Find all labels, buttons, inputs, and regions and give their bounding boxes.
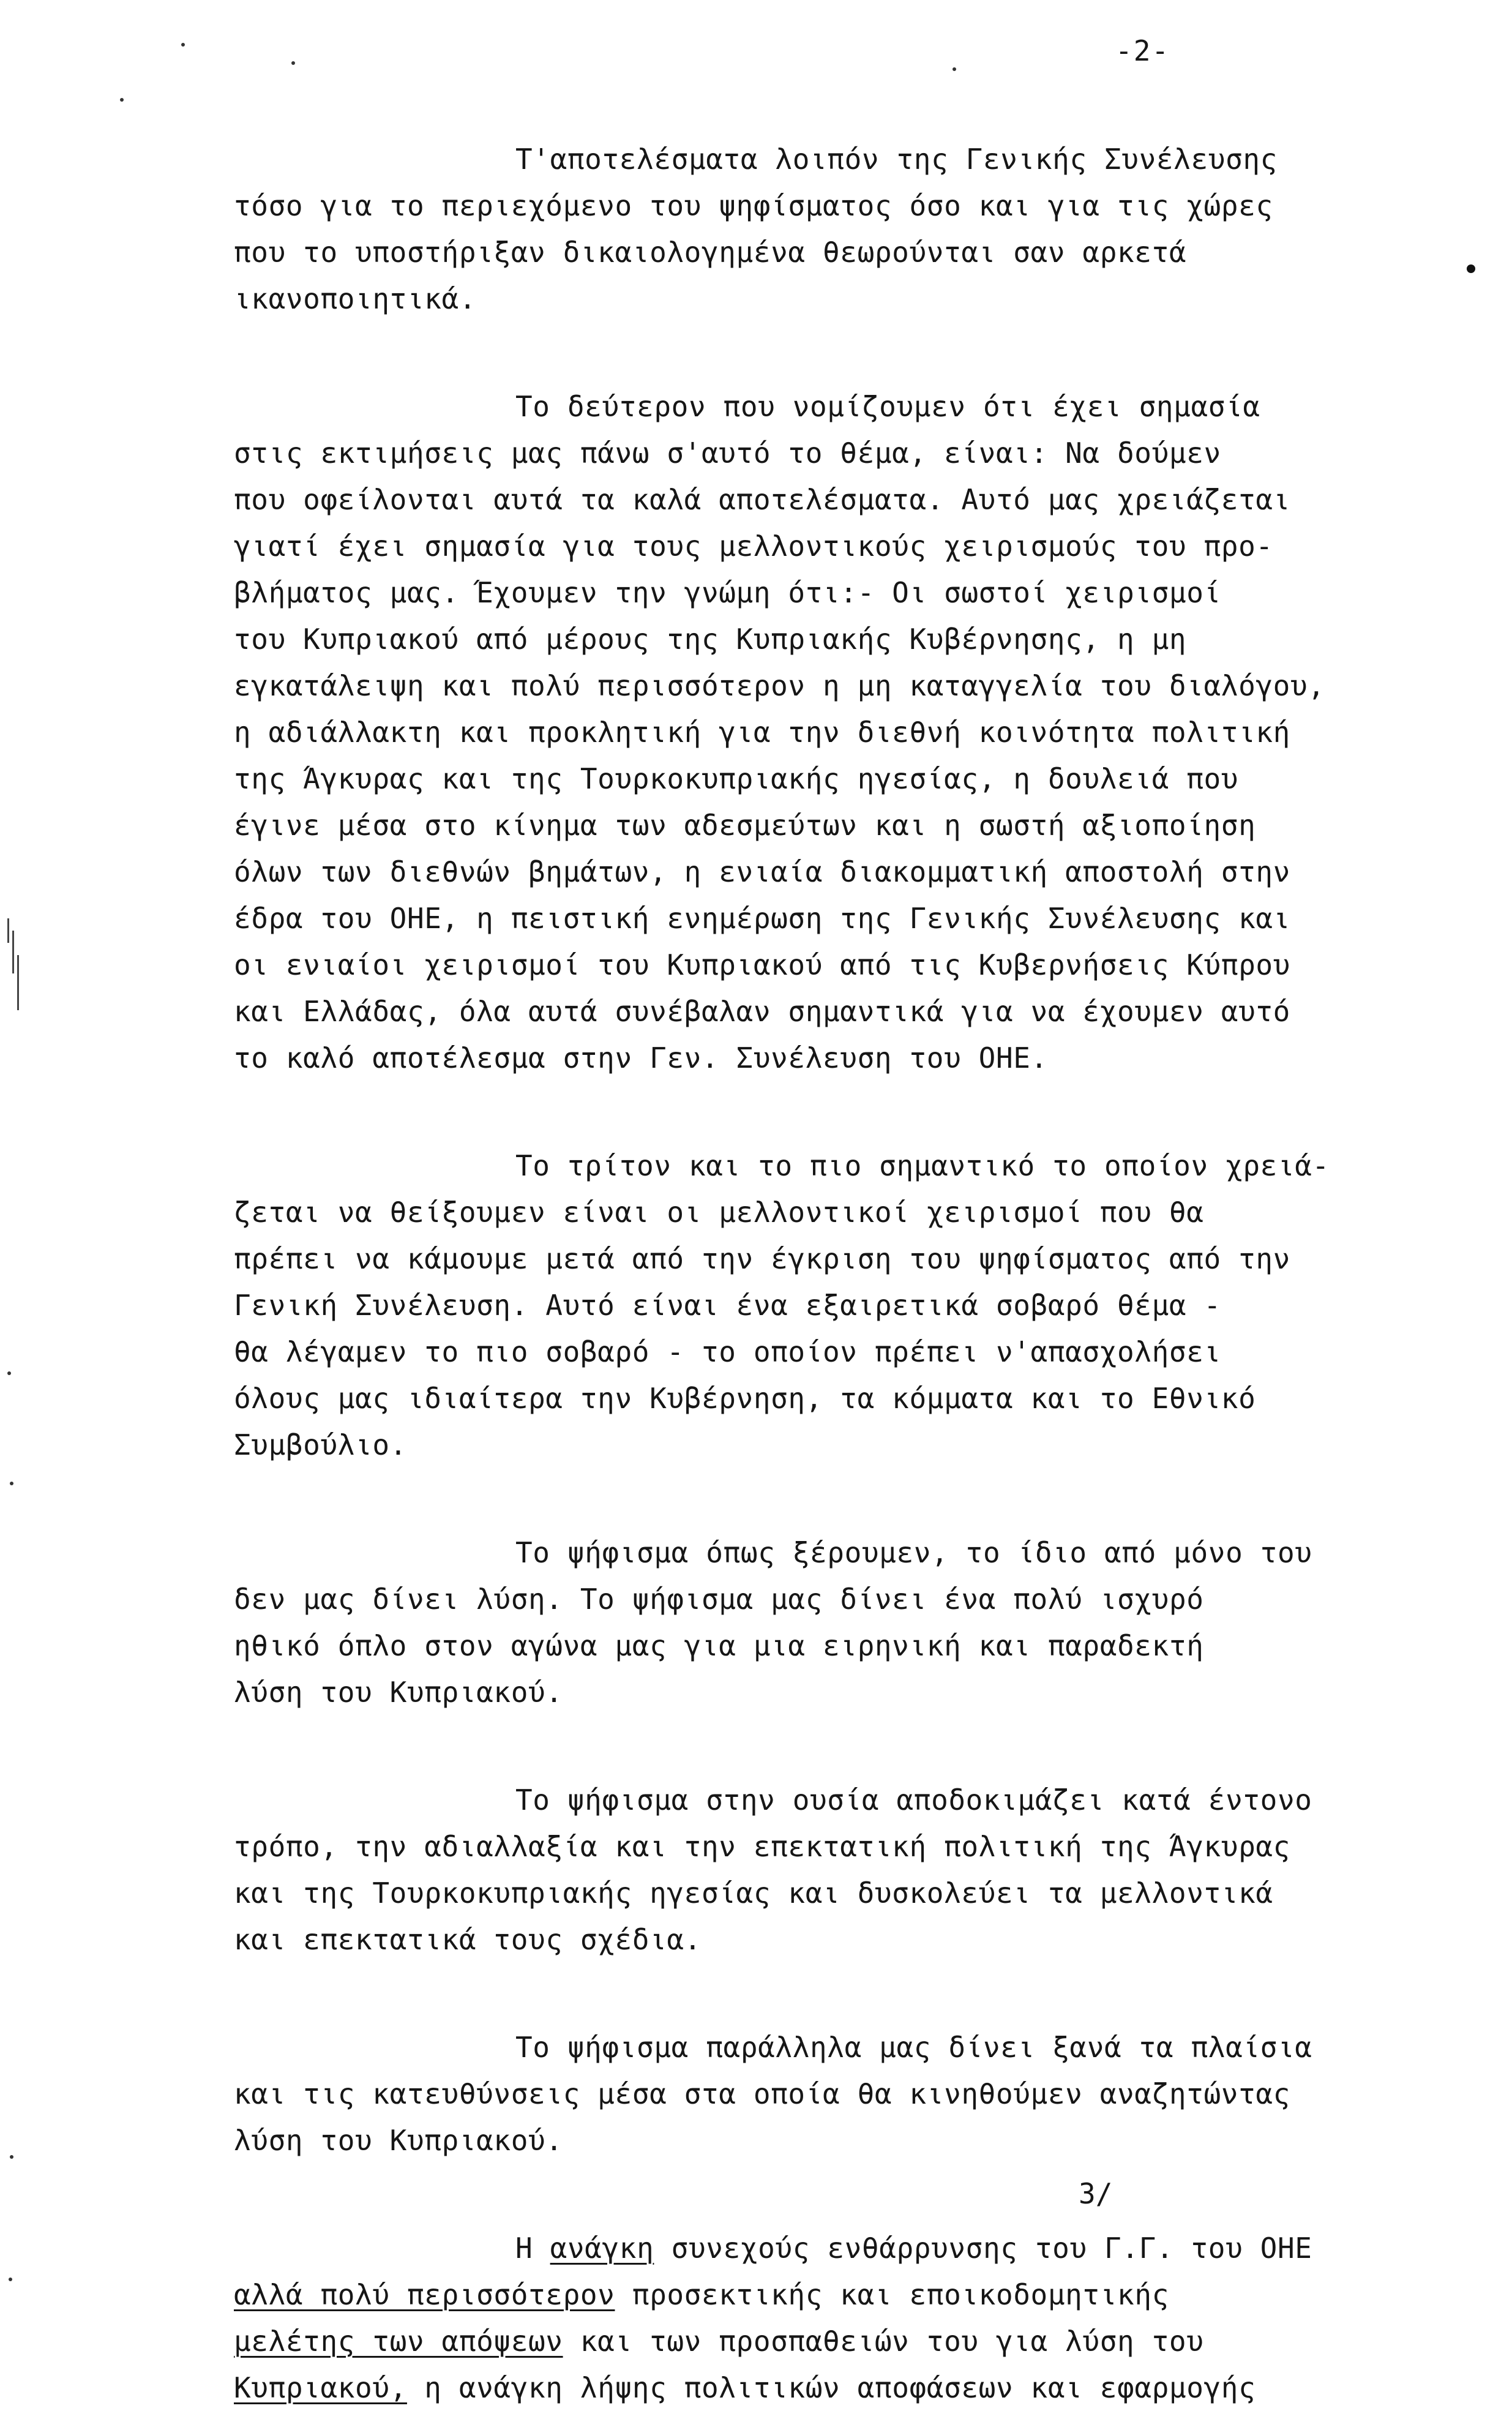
scan-speck [952, 67, 956, 71]
scan-speck [10, 2155, 13, 2159]
scan-speck [291, 61, 295, 65]
continuation-marker: 3/ [1079, 2177, 1113, 2210]
text-line: έδρα του ΟΗΕ, η πειστική ενημέρωση της Γενικής Συνέλευσης και [234, 902, 1290, 935]
text-line: λύση του Κυπριακού. [234, 1676, 563, 1709]
scan-speck [120, 98, 124, 102]
text-line: που το υποστήριξαν δικαιολογημένα θεωρούνται σαν αρκετά [234, 236, 1187, 269]
text-line: το καλό αποτέλεσμα στην Γεν. Συνέλευση του ΟΗΕ. [234, 1041, 1048, 1074]
text-line: βλήματος μας. Έχουμεν την γνώμη ότι:- Οι σωστοί χειρισμοί [234, 576, 1221, 609]
underlined-text: Κυπριακού, [234, 2371, 407, 2404]
text-line: Συμβούλιο. [234, 1428, 407, 1461]
text-line: και επεκτατικά τους σχέδια. [234, 1923, 702, 1956]
text-line: και Ελλάδας, όλα αυτά συνέβαλαν σημαντικά για να έχουμεν αυτό [234, 995, 1290, 1028]
underlined-text: μελέτης των απόψεων [234, 2325, 563, 2358]
scan-speck [10, 1482, 13, 1485]
text-fragment: η ανάγκη λήψης πολιτικών αποφάσεων και εφαρμογής [406, 2371, 1256, 2404]
scan-speck [7, 1371, 11, 1375]
text-line: οι ενιαίοι χειρισμοί του Κυπριακού από τις Κυβερνήσεις Κύπρου [234, 948, 1290, 981]
text-line: ικανοποιητικά. [234, 282, 477, 315]
paragraph-3 [234, 1142, 1434, 1468]
paragraph-2 [234, 383, 1434, 1081]
paragraph-5 [234, 1777, 1434, 1963]
text-line: πρέπει να κάμουμε μετά από την έγκριση του ψηφίσματος από την [234, 1242, 1290, 1275]
text-line: Το ψήφισμα όπως ξέρουμεν, το ίδιο από μόνο του [515, 1536, 1312, 1569]
page-number: -2- [1115, 34, 1170, 67]
text-line: Το τρίτον και το πιο σημαντικό το οποίον χρειά- [515, 1149, 1330, 1182]
text-fragment: και των προσπαθειών του για λύση του [563, 2325, 1204, 2358]
text-line: Το ψήφισμα παράλληλα μας δίνει ξανά τα πλαίσια [515, 2031, 1312, 2064]
scan-speck [9, 2278, 12, 2281]
text-line [234, 2318, 1434, 2364]
paragraph-4 [234, 1529, 1434, 1715]
text-line: που οφείλονται αυτά τα καλά αποτελέσματα. Αυτό μας χρειάζεται [234, 483, 1290, 516]
text-line: Γενική Συνέλευση. Αυτό είναι ένα εξαιρετικά σοβαρό θέμα - [234, 1289, 1221, 1322]
text-line: εγκατάλειψη και πολύ περισσότερον η μη καταγγελία του διαλόγου, [234, 669, 1325, 702]
text-line: ηθικό όπλο στον αγώνα μας για μια ειρηνική και παραδεκτή [234, 1629, 1204, 1662]
text-line: γιατί έχει σημασία για τους μελλοντικούς χειρισμούς του προ- [234, 530, 1273, 563]
underlined-text: αλλά πολύ περισσότερον [234, 2278, 615, 2311]
text-line [234, 2364, 1434, 2411]
text-line: όλους μας ιδιαίτερα την Κυβέρνηση, τα κόμματα και το Εθνικό [234, 1382, 1256, 1415]
document-body [234, 136, 1434, 2411]
text-line: Τ'αποτελέσματα λοιπόν της Γενικής Συνέλευσης [515, 143, 1278, 176]
text-line: της Άγκυρας και της Τουρκοκυπριακής ηγεσίας, η δουλειά που [234, 762, 1239, 795]
scan-edge-marks [5, 918, 23, 1016]
text-fragment: Η [515, 2232, 550, 2265]
paragraph-1 [234, 136, 1434, 322]
text-line: του Κυπριακού από μέρους της Κυπριακής Κυβέρνησης, η μη [234, 623, 1187, 656]
text-line: Το ψήφισμα στην ουσία αποδοκιμάζει κατά έντονο [515, 1783, 1312, 1817]
text-line: έγινε μέσα στο κίνημα των αδεσμεύτων και η σωστή αξιοποίηση [234, 809, 1256, 842]
text-line: Το δεύτερον που νομίζουμεν ότι έχει σημασία [515, 390, 1260, 423]
text-line: και τις κατευθύνσεις μέσα στα οποία θα κινηθούμεν αναζητώντας [234, 2077, 1290, 2110]
text-line: η αδιάλλακτη και προκλητική για την διεθνή κοινότητα πολιτική [234, 716, 1290, 749]
text-line: και της Τουρκοκυπριακής ηγεσίας και δυσκολεύει τα μελλοντικά [234, 1877, 1273, 1910]
paragraph-7 [234, 2225, 1434, 2411]
text-line [234, 2271, 1434, 2318]
text-line: τρόπο, την αδιαλλαξία και την επεκτατική πολιτική της Άγκυρας [234, 1830, 1290, 1863]
text-fragment: προσεκτικής και εποικοδομητικής [615, 2278, 1169, 2311]
paragraph-6 [234, 2024, 1434, 2164]
scan-speck [1467, 264, 1475, 273]
text-line [234, 2225, 1434, 2271]
text-line: όλων των διεθνών βημάτων, η ενιαία διακομματική αποστολή στην [234, 855, 1290, 888]
text-fragment: συνεχούς ενθάρρυνσης του Γ.Γ. του ΟΗΕ [654, 2232, 1312, 2265]
text-line: τόσο για το περιεχόμενο του ψηφίσματος όσο και για τις χώρες [234, 189, 1273, 222]
text-line: λύση του Κυπριακού. [234, 2124, 563, 2157]
underlined-text: ανάγκη [550, 2232, 654, 2265]
text-line: θα λέγαμεν το πιο σοβαρό - το οποίον πρέπει ν'απασχολήσει [234, 1335, 1221, 1368]
text-line: ζεται να θείξουμεν είναι οι μελλοντικοί χειρισμοί που θα [234, 1196, 1204, 1229]
text-line: στις εκτιμήσεις μας πάνω σ'αυτό το θέμα, είναι: Να δούμεν [234, 437, 1221, 470]
text-line: δεν μας δίνει λύση. Το ψήφισμα μας δίνει ένα πολύ ισχυρό [234, 1583, 1204, 1616]
scan-speck [181, 43, 185, 47]
